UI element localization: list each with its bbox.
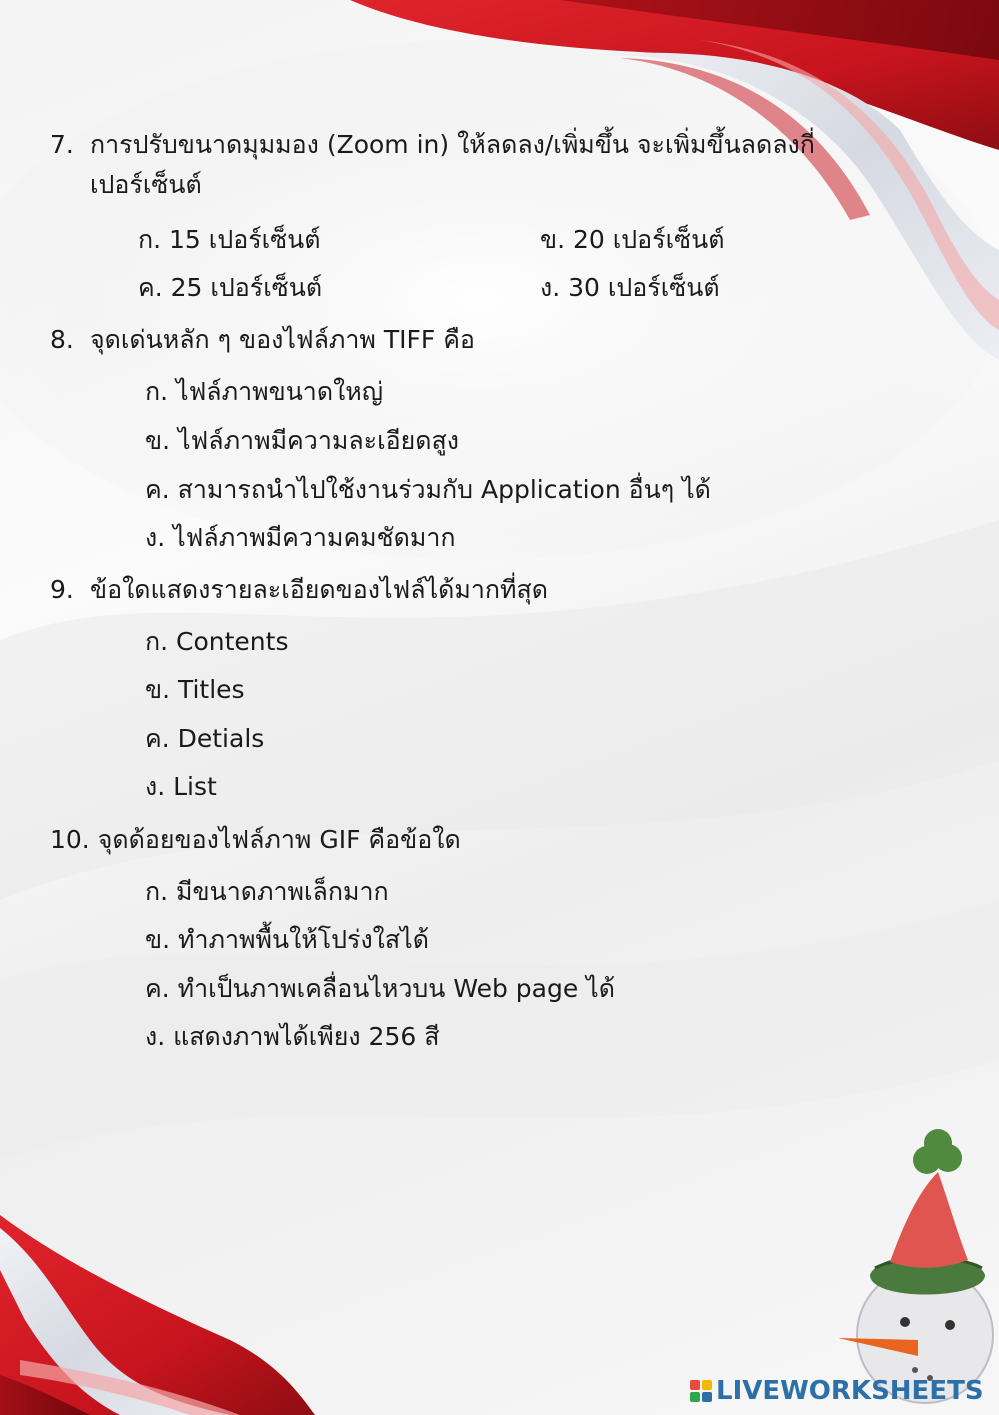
question-text: จุดด้อยของไฟล์ภาพ GIF คือข้อใด bbox=[97, 825, 461, 854]
option-10-b[interactable]: ข. ทำภาพพื้นให้โปร่งใสได้ bbox=[145, 925, 429, 954]
option-9-d[interactable]: ง. List bbox=[145, 772, 217, 801]
question-7 bbox=[50, 125, 815, 165]
option-8-c[interactable]: ค. สามารถนำไปใช้งานร่วมกับ Application อื่นๆ ได้ bbox=[145, 475, 711, 504]
option-9-c[interactable]: ค. Detials bbox=[145, 724, 265, 753]
question-9 bbox=[50, 570, 548, 610]
question-7-line2 bbox=[90, 165, 202, 205]
option-10-a[interactable]: ก. มีขนาดภาพเล็กมาก bbox=[145, 877, 389, 906]
option-7-b[interactable]: ข. 20 เปอร์เซ็นต์ bbox=[540, 225, 725, 254]
option-8-a[interactable]: ก. ไฟล์ภาพขนาดใหญ่ bbox=[145, 377, 384, 406]
question-8 bbox=[50, 320, 475, 360]
question-text: การปรับขนาดมุมมอง (Zoom in) ให้ลดลง/เพิ่มขึ้น จะเพิ่มขึ้นลดลงกี่ bbox=[90, 130, 815, 159]
question-number: 9. bbox=[50, 575, 74, 604]
option-7-a[interactable]: ก. 15 เปอร์เซ็นต์ bbox=[138, 225, 321, 254]
option-7-c[interactable]: ค. 25 เปอร์เซ็นต์ bbox=[138, 273, 323, 302]
question-number: 10. bbox=[50, 825, 90, 854]
liveworksheets-logo bbox=[690, 1374, 984, 1408]
option-10-d[interactable]: ง. แสดงภาพได้เพียง 256 สี bbox=[145, 1022, 440, 1051]
question-10 bbox=[50, 820, 461, 860]
question-text: ข้อใดแสดงรายละเอียดของไฟล์ได้มากที่สุด bbox=[90, 575, 549, 604]
liveworksheets-logo-text: LIVEWORKSHEETS bbox=[716, 1376, 984, 1406]
question-text-continued: เปอร์เซ็นต์ bbox=[90, 170, 202, 199]
option-10-c[interactable]: ค. ทำเป็นภาพเคลื่อนไหวบน Web page ได้ bbox=[145, 974, 615, 1003]
option-8-d[interactable]: ง. ไฟล์ภาพมีความคมชัดมาก bbox=[145, 523, 456, 552]
option-8-b[interactable]: ข. ไฟล์ภาพมีความละเอียดสูง bbox=[145, 426, 459, 455]
question-number: 8. bbox=[50, 325, 74, 354]
option-9-a[interactable]: ก. Contents bbox=[145, 627, 289, 656]
liveworksheets-logo-icon bbox=[690, 1380, 712, 1402]
option-7-d[interactable]: ง. 30 เปอร์เซ็นต์ bbox=[540, 273, 720, 302]
option-9-b[interactable]: ข. Titles bbox=[145, 675, 245, 704]
question-text: จุดเด่นหลัก ๆ ของไฟล์ภาพ TIFF คือ bbox=[90, 325, 475, 354]
question-number: 7. bbox=[50, 130, 74, 159]
